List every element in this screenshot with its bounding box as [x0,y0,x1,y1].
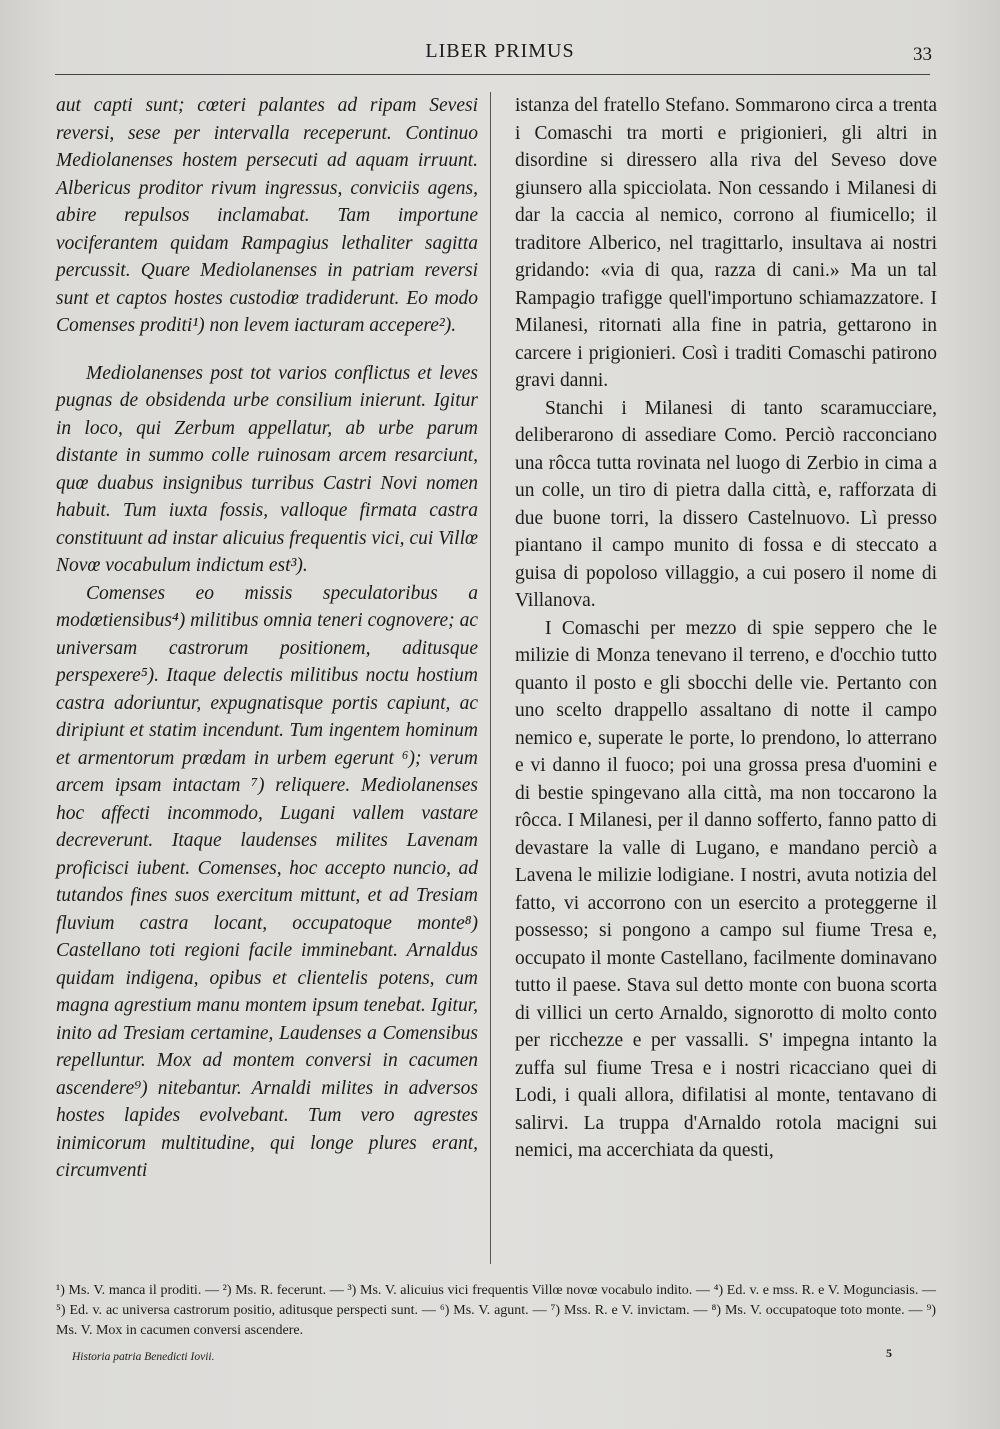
latin-column [56,92,478,1185]
italian-column [515,92,937,1165]
latin-paragraph: Mediolanenses post tot varios conflictus et leves pugnas de obsidenda urbe consilium inierunt. Igitur in loco, qui Zerbum appellatur, ab urbe parum distante in summo colle ruinosam arcem resarciunt, quœ duabus insignibus turribus Castri Novi nomen habuit. Tum iuxta fossis, valloque firmata castra constituunt ad instar alicuius frequentis vici, cui Villœ Novœ vocabulum indictum est³). [56,362,478,576]
column-divider [490,92,491,1264]
running-head [0,40,1000,70]
signature-mark: Historia patria Benedicti Iovii. [72,1351,215,1363]
latin-paragraph: Comenses eo missis speculatoribus a modœtiensibus⁴) militibus omnia teneri cognovere; ac universam castrorum positionem, aditusque perspexere⁵). Itaque delectis militibus noctu hostium castra adoriuntur, expugnatisque portis capiunt, ac diripiunt et statim incendunt. Tum ingentem hominum et armentorum prœdam in urbem egerunt ⁶); verum arcem ipsam intactam ⁷) reliquere. Mediolanenses hoc affecti incommodo, Lugani vallem vastare decreverunt. Itaque laudenses milites Lavenam proficisci iubent. Comenses, hoc accepto nuncio, ad tutandos fines suos exercitum mittunt, et ad Tresiam fluvium castra locant, occupatoque monte⁸) Castellano toti regioni facile imminebant. Arnaldus quidam indigena, opibus et clientelis potens, cum magna agrestium manu montem ipsum tenebat. Igitur, inito ad Tresiam certamine, Laudenses a Comensibus repelluntur. Mox ad montem conversi in cacumen ascendere⁹) nitebantur. Arnaldi milites in adversos hostes lapides evolvebant. Tum vero agrestes inimicorum multitudine, qui longe plures erant, circumventi [56,582,478,1181]
running-title: LIBER PRIMUS [425,40,575,62]
signature-number: 5 [886,1346,892,1360]
footnotes [56,1281,936,1341]
footnote-text: ¹) Ms. V. manca il proditi. — ²) Ms. R. fecerunt. — ³) Ms. V. alicuius vici frequentis Villœ novœ vocabulo indito. — ⁴) Ed. v. e mss. R. e V. Moguncіasis. — ⁵) Ed. v. ac universa castrorum positio, aditusque perspecti sunt. — ⁶) Ms. V. agunt. — ⁷) Mss. R. e V. invictam. — ⁸) Ms. V. occupatoque toto monte. — ⁹) Ms. V. Mox in cacumen conversi ascendere. [56,1283,936,1338]
italian-paragraph: istanza del fratello Stefano. Sommarono circa a trenta i Comaschi tra morti e prigionieri, gli altri in disordine si diressero alla riva del Seveso dove giunsero alla spicciolata. Non cessando i Milanesi di dar la caccia al nemico, corrono al fiumicello; il traditore Alberico, nel tragittarlo, insultava ai nostri gridando: «via di qua, razza di cani.» Ma un tal Rampagio trafigge quell'importuno schiamazzatore. I Milanesi, ritornati alla fine in patria, gettarono in carcere i prigionieri. Così i traditi Comaschi patirono gravi danni. [515,95,937,391]
latin-paragraph: aut capti sunt; cœteri palantes ad ripam Sevesi reversi, sese per intervalla receperunt. Continuo Mediolanenses hostem persecuti ad aquam irruunt. Albericus proditor rivum ingressus, conviciis agens, abire repulsos inclamabat. Tam importune vociferantem quidam Rampagius lethaliter sagitta percussit. Quare Mediolanenses in patriam reversi sunt et captos hostes custodiœ tradiderunt. Eo modo Comenses proditi¹) non levem iacturam accepere²). [56,95,478,336]
italian-paragraph: I Comaschi per mezzo di spie seppero che le milizie di Monza tenevano il terreno, e d'occhio tutto quanto il posto e gli sbocchi delle vie. Pertanto con uno scelto drappello assaltano di notte il campo nemico e, superate le porte, lo prendono, lo atterrano e vi danno il fuoco; poi una grossa presa d'uomini e di bestie spingevano alla città, ma non toccarono la rôcca. I Milanesi, per il danno sofferto, fanno patto di devastare la valle di Lugano, e mandano perciò a Lavena le milizie lodigiane. I nostri, avuta notizia del fatto, vi accorrono con un esercito a proteggerne il possesso; si pongono a campo sul fiume Tresa e, occupato il monte Castellano, facilmente dominavano tutto il paese. Stava sul detto monte con buona scorta di villici un certo Arnaldo, signorotto di molto conto per ricchezze e per vassalli. S' impegna intanto la zuffa sul fiume Tresa e i nostri ricacciano quei di Lodi, i quali allora, difilatisi al monte, tentavano di salirvi. La truppa d'Arnaldo rotola macigni sui nemici, ma accerchiata da questi, [515,617,937,1161]
header-rule [55,74,930,75]
page-number: 33 [913,44,932,65]
italian-paragraph: Stanchi i Milanesi di tanto scaramucciare, deliberarono di assediare Como. Perciò racconciano una rôcca tutta rovinata nel luogo di Zerbio in cima a un colle, un tiro di pietra dalla città, e, rafforzata di due buone torri, la dissero Castelnuovo. Lì presso piantano il campo munito di fossa e di steccato a guisa di popoloso villaggio, a cui posero il nome di Villanova. [515,397,937,611]
